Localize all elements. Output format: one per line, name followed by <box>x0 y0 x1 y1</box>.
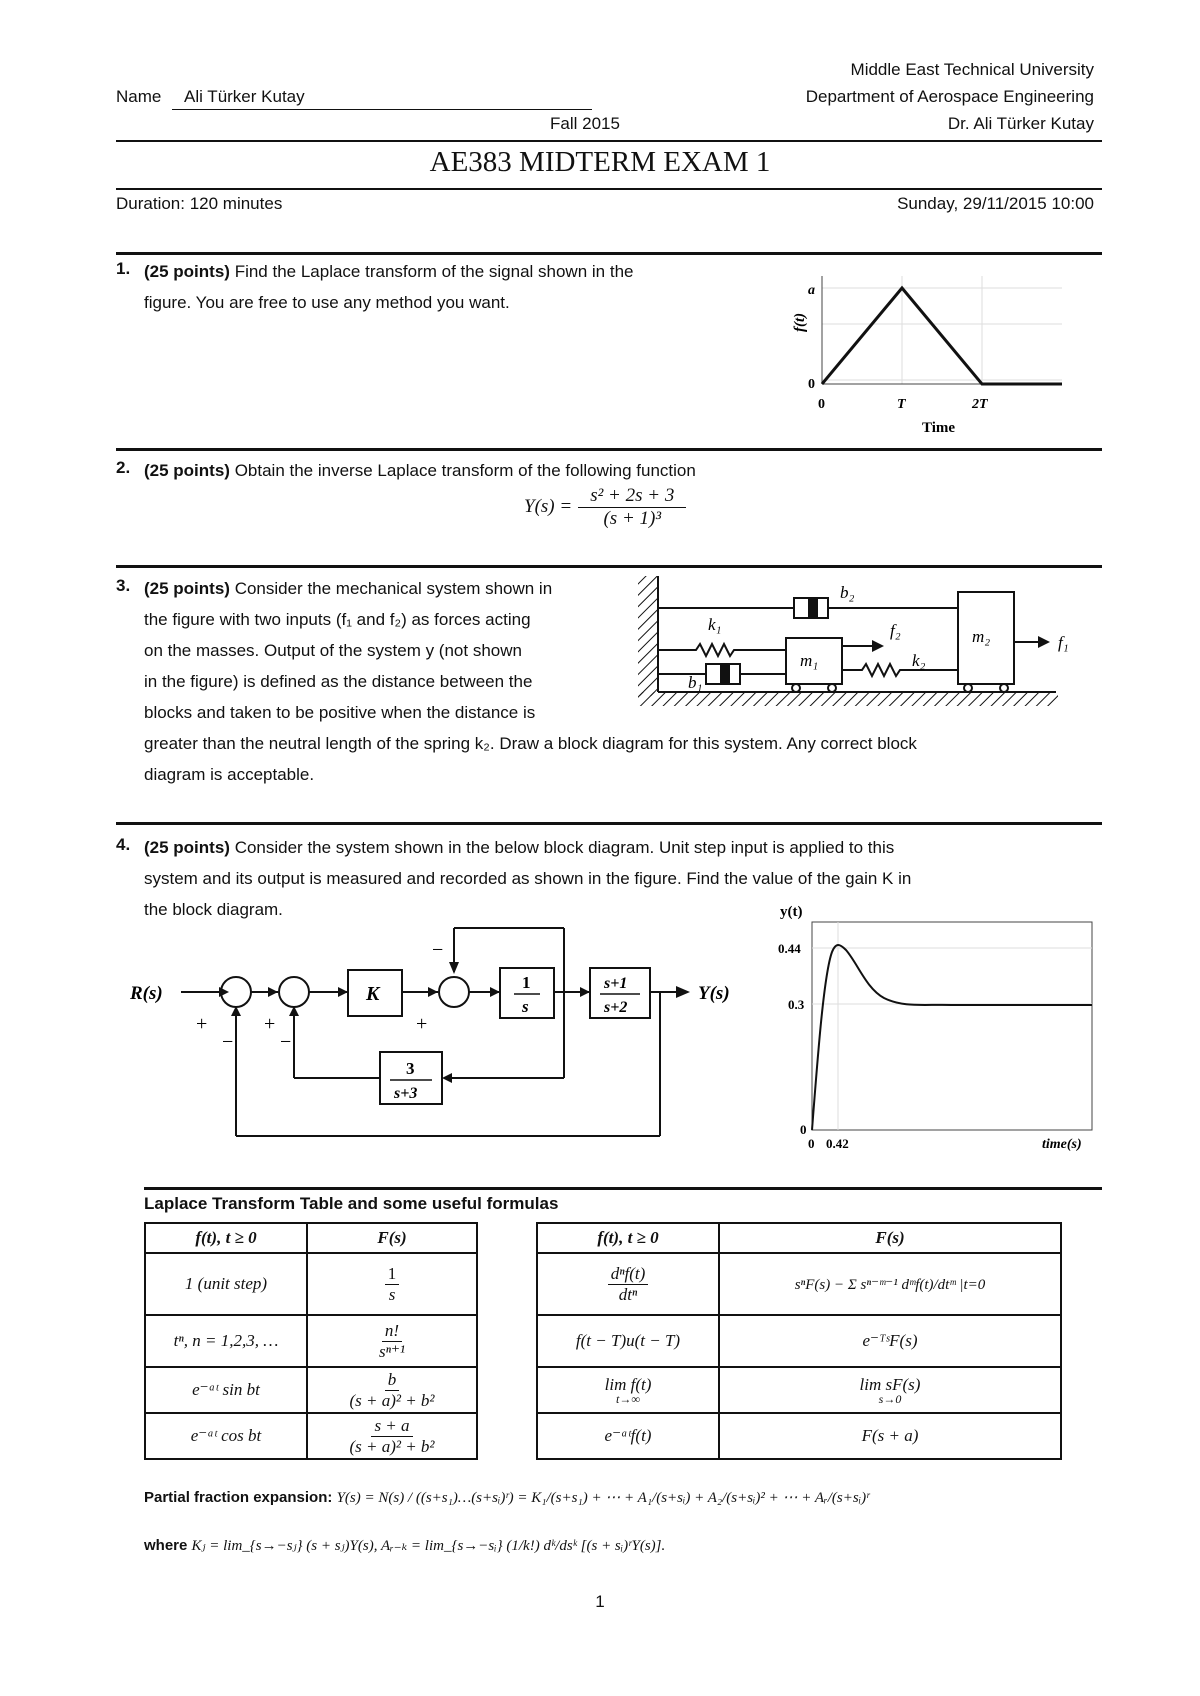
q2-line: Obtain the inverse Laplace transform of the following function <box>234 461 696 480</box>
where-formula: Kⱼ = lim_{s→−sⱼ} (s + sⱼ)Y(s), Aᵣ₋ₖ = lim_{s→−sᵢ} (1/k!) dᵏ/dsᵏ [(s + sᵢ)ʳY(s)]. <box>191 1538 666 1554</box>
q4-tf-num: s+1 <box>604 975 628 992</box>
left-row4-den: (s + a)² + b² <box>349 1436 435 1456</box>
q4-plot-xtick-042: 0.42 <box>826 1136 849 1151</box>
q3-line7: diagram is acceptable. <box>144 765 315 784</box>
right-row1-num: dⁿf(t) <box>608 1264 649 1285</box>
right-row4-Fs: F(s + a) <box>719 1413 1061 1459</box>
pfe-formula: Y(s) = N(s) / ((s+s₁)…(s+sᵢ)ʳ) = K₁/(s+s₁) + ⋯ + A₁/(s+sᵢ) + A₂/(s+sᵢ)² + ⋯ + Aᵣ/(s+sᵢ)ʳ <box>336 1490 870 1506</box>
duration: Duration: 120 minutes <box>116 194 283 213</box>
left-row4-num: s + a <box>371 1416 412 1437</box>
q3-label-f2: f₂ <box>890 621 901 640</box>
q4-integrator-den: s <box>522 997 529 1016</box>
q3-label-b2: b₂ <box>840 583 855 602</box>
pfe-label: Partial fraction expansion: <box>144 1489 333 1506</box>
q2-text <box>144 455 696 486</box>
q1-xlabel: Time <box>922 420 956 436</box>
q3-label-m2: m₂ <box>972 627 991 646</box>
q3-line3: on the masses. Output of the system y (not shown <box>144 641 522 660</box>
q3-line6: greater than the neutral length of the spring k₂. Draw a block diagram for this system. Any correct block <box>144 734 917 753</box>
right-row4-ft: e⁻ᵃᵗf(t) <box>537 1413 719 1459</box>
q4-rule <box>116 822 1102 825</box>
right-row1-Fs <box>719 1253 1061 1315</box>
q4-sign-minus3: − <box>432 939 444 961</box>
q4-sign-plus2: + <box>264 1013 276 1035</box>
q4-line2: system and its output is measured and recorded as shown in the figure. Find the value of the gain K in <box>144 869 912 888</box>
left-row4-ft: e⁻ᵃᵗ cos bt <box>145 1413 307 1459</box>
q4-response-curve <box>812 945 1092 1130</box>
q3-line1: Consider the mechanical system shown in <box>234 579 553 598</box>
q1-line1: Find the Laplace transform of the signal shown in the <box>234 262 634 281</box>
partial-fraction <box>144 1488 1094 1507</box>
q4-tf-den: s+2 <box>604 999 628 1016</box>
q1-signal-plot <box>780 268 1080 448</box>
right-row2-Fs: e⁻ᵀˢF(s) <box>719 1315 1061 1367</box>
q1-line2: figure. You are free to use any method you want. <box>144 293 510 312</box>
q4-sign-plus3: + <box>416 1013 428 1035</box>
q4-line3: the block diagram. <box>144 900 283 919</box>
q3-label-f1: f₁ <box>1058 633 1069 652</box>
where-formulas <box>144 1536 1094 1555</box>
left-row2-den: sⁿ⁺¹ <box>378 1341 406 1361</box>
q4-sum3 <box>439 977 469 1007</box>
q3-number: 3. <box>116 576 131 595</box>
q4-sign-minus2: − <box>280 1031 292 1053</box>
q4-line1: Consider the system shown in the below block diagram. Unit step input is applied to this <box>234 838 895 857</box>
q1-ytick-a: a <box>808 283 815 298</box>
q3-label-m1: m₁ <box>800 651 819 670</box>
exam-title: AE383 MIDTERM EXAM 1 <box>429 146 771 178</box>
q3-line5: blocks and taken to be positive when the distance is <box>144 703 536 722</box>
q4-sum2 <box>279 977 309 1007</box>
name-label: Name <box>116 87 162 106</box>
left-row3-den: (s + a)² + b² <box>349 1390 435 1410</box>
right-row3-ft-sub: t→∞ <box>616 1391 640 1406</box>
q1-text <box>144 256 764 318</box>
left-row2-num: n! <box>382 1321 402 1342</box>
q4-input-label: R(s) <box>130 983 163 1004</box>
q4-plot-xlabel: time(s) <box>1042 1137 1082 1152</box>
right-row3-ft: lim f(t) <box>604 1374 652 1394</box>
q4-sign-minus1: − <box>222 1031 234 1053</box>
q4-fb-num: 3 <box>406 1059 415 1078</box>
q4-fb-den: s+3 <box>394 1085 418 1102</box>
q1-xtick-0: 0 <box>818 397 825 412</box>
q4-gain-K: K <box>366 983 380 1005</box>
name-value: Ali Türker Kutay <box>184 87 305 106</box>
q2-numerator: s² + 2s + 3 <box>578 485 686 508</box>
left-head-ft: f(t), t ≥ 0 <box>145 1223 307 1253</box>
page-number: 1 <box>595 1592 605 1611</box>
q1-xtick-2T: 2T <box>972 397 988 412</box>
q4-plot-ytick-03: 0.3 <box>788 997 805 1012</box>
right-head-ft: f(t), t ≥ 0 <box>537 1223 719 1253</box>
q1-rule <box>116 252 1102 255</box>
q1-number: 1. <box>116 259 131 278</box>
q1-ytick-0: 0 <box>808 377 815 392</box>
q4-integrator-num: 1 <box>522 973 531 992</box>
left-row3-num: b <box>385 1370 400 1391</box>
q1-xtick-T: T <box>897 397 906 412</box>
q1-ylabel: f(t) <box>792 312 808 332</box>
university: Middle East Technical University <box>850 60 1094 79</box>
q1-signal-line <box>822 288 1062 384</box>
left-row2-ft: tⁿ, n = 1,2,3, … <box>145 1315 307 1367</box>
header-rule-bottom <box>116 188 1102 190</box>
q4-plot-xtick-0: 0 <box>808 1136 815 1151</box>
q2-rule <box>116 448 1102 451</box>
right-head-Fs: F(s) <box>719 1223 1061 1253</box>
q4-plot-ytick-0: 0 <box>800 1122 807 1137</box>
left-row3-ft: e⁻ᵃᵗ sin bt <box>145 1367 307 1413</box>
q4-plot-ylabel: y(t) <box>780 904 803 920</box>
q2-denominator: (s + 1)³ <box>603 507 662 529</box>
semester: Fall 2015 <box>550 114 620 133</box>
q3-label-k2: k₂ <box>912 651 926 670</box>
right-row3-Fs: lim sF(s) <box>859 1374 921 1394</box>
right-row2-ft: f(t − T)u(t − T) <box>537 1315 719 1367</box>
instructor: Dr. Ali Türker Kutay <box>947 114 1094 133</box>
name-field <box>172 87 592 110</box>
table-title: Laplace Transform Table and some useful formulas <box>144 1194 559 1213</box>
q4-output-label: Y(s) <box>698 983 730 1004</box>
q3-line2: the figure with two inputs (f₁ and f₂) as forces acting <box>144 610 531 629</box>
q2-lhs: Y(s) = <box>524 496 573 518</box>
q2-equation <box>524 485 686 530</box>
q4-step-response-plot <box>774 902 1104 1152</box>
q2-number: 2. <box>116 458 131 477</box>
right-row3-Fs-sub: s→0 <box>878 1391 902 1406</box>
header-rule-top <box>116 140 1102 142</box>
laplace-table-right <box>536 1222 1062 1460</box>
q4-number: 4. <box>116 835 131 854</box>
q3-label-k1: k₁ <box>708 615 722 634</box>
right-row1-den: dtⁿ <box>618 1284 638 1304</box>
q4-block-diagram <box>126 912 766 1142</box>
right-row1-Fs-text: sⁿF(s) − Σ sⁿ⁻ᵐ⁻¹ dᵐf(t)/dtᵐ |t=0 <box>794 1276 986 1293</box>
q4-points: (25 points) <box>144 838 230 857</box>
q3-rule <box>116 565 1102 568</box>
table-top-rule <box>144 1187 1102 1190</box>
q3-line4: in the figure) is defined as the distance between the <box>144 672 533 691</box>
q3-mechanical-figure <box>636 574 1102 714</box>
department: Department of Aerospace Engineering <box>805 87 1094 106</box>
where-label: where <box>144 1537 188 1554</box>
left-head-Fs: F(s) <box>307 1223 477 1253</box>
q4-plot-ytick-044: 0.44 <box>778 941 801 956</box>
q2-points: (25 points) <box>144 461 230 480</box>
left-row1-num: 1 <box>385 1264 400 1285</box>
left-row1-den: s <box>388 1284 396 1304</box>
laplace-table-left <box>144 1222 478 1460</box>
q1-points: (25 points) <box>144 262 230 281</box>
exam-date: Sunday, 29/11/2015 10:00 <box>897 194 1094 213</box>
left-row1-ft: 1 (unit step) <box>145 1253 307 1315</box>
q3-label-b1: b₁ <box>688 673 703 692</box>
q3-points: (25 points) <box>144 579 230 598</box>
q4-sign-plus1: + <box>196 1013 208 1035</box>
